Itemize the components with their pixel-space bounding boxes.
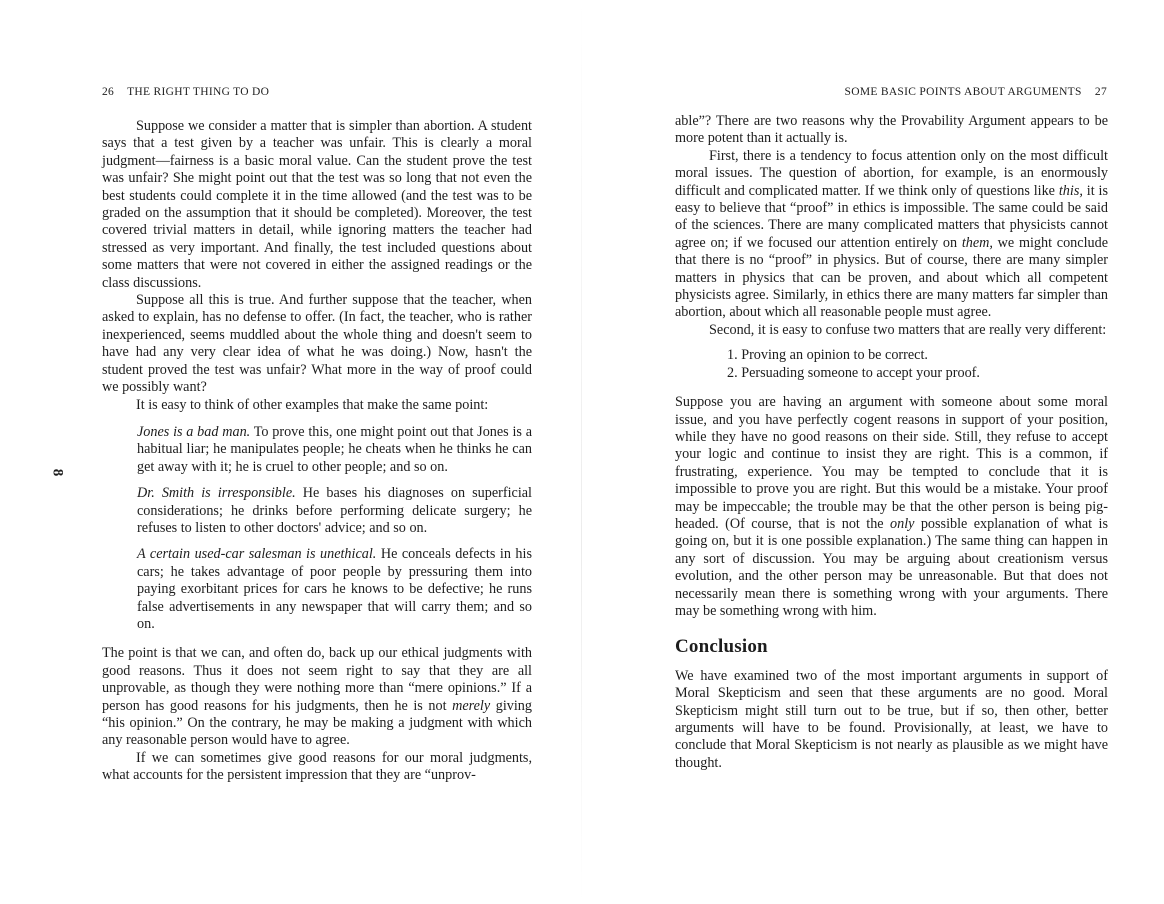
paragraph: If we can sometimes give good reasons for our moral judgments, what accounts for the persistent impression that they are “unprov- bbox=[102, 749, 532, 784]
paragraph bbox=[102, 645, 532, 749]
paragraph: It is easy to think of other examples that make the same point: bbox=[136, 396, 489, 413]
example-list bbox=[137, 424, 532, 633]
example-body: He bases his diagnoses on superficial considerations; he drinks before performing delicate surgery; he refuses to listen to other doctors' advice; and so on. bbox=[137, 485, 532, 536]
example-lead: Jones is a bad man. bbox=[137, 423, 251, 440]
example-item bbox=[137, 546, 532, 633]
paragraph: We have examined two of the most important arguments in support of Moral Skepticism and seen that these arguments are no good. Moral Skepticism might still turn out to be true, but if so, then other, better arguments will have to be found. Provisionally, at least, we have to conclude that Moral Skepticism is not nearly as plausible as we might have thought. bbox=[675, 667, 1108, 771]
section-heading: Conclusion bbox=[675, 636, 768, 658]
example-lead: A certain used-car salesman is unethical. bbox=[137, 546, 377, 563]
right-body-text bbox=[675, 113, 1108, 772]
paragraph: able”? There are two reasons why the Provability Argument appears to be more potent than it actually is. bbox=[675, 113, 1108, 147]
numbered-list bbox=[675, 347, 1108, 382]
text-run: possible explanation of what is going on, but it is one possible explanation.) The same thing can happen in any sort of discussion. You may be arguing about creationism versus evolution, and the other person may be unreasonable. But that does not necessarily mean there is something wrong with your arguments. There may be something wrong with him. bbox=[675, 515, 1108, 619]
list-item: 1. Proving an opinion to be correct. bbox=[727, 347, 928, 364]
emphasis: merely bbox=[452, 697, 491, 714]
example-item bbox=[137, 485, 532, 537]
paragraph: Second, it is easy to confuse two matters that are really very different: bbox=[709, 321, 1107, 338]
left-header-title: THE RIGHT THING TO DO bbox=[127, 86, 270, 98]
example-lead: Dr. Smith is irresponsible. bbox=[137, 485, 296, 502]
paragraph: Suppose we consider a matter that is simpler than abortion. A student says that a test given by a teacher was unfair. This is clearly a moral judgment—fairness is a basic moral value. Can the student prove the test was unfair? She might point out that the test was so long that not even the best students could complete it in the time allowed (and the test was to be graded on the assumption that it should be completed). Moreover, the test covered trivial matters in detail, while ignoring matters the teacher had stressed as very important. And finally, the test included questions about some matters that were not covered in either the assigned readings or the class discussions. bbox=[102, 118, 532, 291]
text-run: The point is that we can, and often do, back up our ethical judgments with good reasons. Thus it does not seem right to say that they are all unprovable, as though they were nothing more than “mere opinions.” If a person has good reasons for his judgments, then he is not bbox=[102, 645, 532, 714]
right-folio: 27 bbox=[1094, 86, 1107, 98]
left-running-head bbox=[102, 86, 269, 98]
paragraph bbox=[675, 394, 1108, 620]
right-running-head bbox=[845, 86, 1107, 98]
example-body: He conceals defects in his cars; he takes advantage of poor people by pressuring them into paying exorbitant prices for cars he knows to be defective; he runs false advertisements in any newspaper that will carry them; and so on. bbox=[137, 546, 532, 632]
emphasis: this, bbox=[1058, 182, 1083, 199]
list-item: 2. Persuading someone to accept your proof. bbox=[727, 364, 980, 381]
gutter-mark: 8 bbox=[49, 468, 66, 477]
right-header-title: SOME BASIC POINTS ABOUT ARGUMENTS bbox=[844, 86, 1082, 98]
right-page bbox=[582, 0, 1164, 904]
paragraph bbox=[675, 148, 1108, 322]
text-run: Suppose you are having an argument with someone about some moral issue, and you have perfectly cogent reasons in support of your position, while they have no good reasons on their side. Still, they refuse to accept your logic and continue to insist they are right. This is a common, if frustrating, experience. You may be tempted to conclude that it is impossible to prove you are right. But this would be a mistake. Your proof may be impeccable; the trouble may be that the other person is being pig-headed. (Of course, that is not the bbox=[675, 394, 1108, 532]
emphasis: only bbox=[890, 515, 915, 532]
example-body: To prove this, one might point out that Jones is a habitual liar; he manipulates people; he cheats when he thinks he can get away with it; he is cruel to other people; and so on. bbox=[137, 423, 533, 475]
text-run: giving “his opinion.” On the contrary, he may be making a judgment with which any reasonable person would have to agree. bbox=[102, 697, 532, 749]
text-run: it is easy to believe that “proof” in ethics is impossible. The same could be said of the sciences. There are many complicated matters that physicists cannot agree on; if we focused our attention entirely on bbox=[675, 182, 1108, 251]
paragraph: Suppose all this is true. And further suppose that the teacher, when asked to explain, has no defense to offer. (In fact, the teacher, who is rather inexperienced, seems muddled about the whole thing and doesn't seem to have had any very clear idea of what he was doing.) Now, hasn't the student proved the test was unfair? What more in the way of proof could we possibly want? bbox=[102, 292, 532, 396]
emphasis: them, bbox=[961, 234, 993, 251]
example-item bbox=[137, 424, 532, 476]
left-folio: 26 bbox=[102, 86, 115, 98]
text-run: we might conclude that there is no “proof” in physics. But of course, there are many simpler matters in physics that can be proven, and about which all competent physicists agree. Similarly, in ethics there are many matters far simpler than abortion, about which all reasonable people must agree. bbox=[675, 234, 1108, 321]
text-run: First, there is a tendency to focus attention only on the most difficult moral issues. The question of abortion, for example, is an enormously difficult and complicated matter. If we think only of questions like bbox=[675, 147, 1108, 199]
left-body-text bbox=[102, 118, 532, 785]
